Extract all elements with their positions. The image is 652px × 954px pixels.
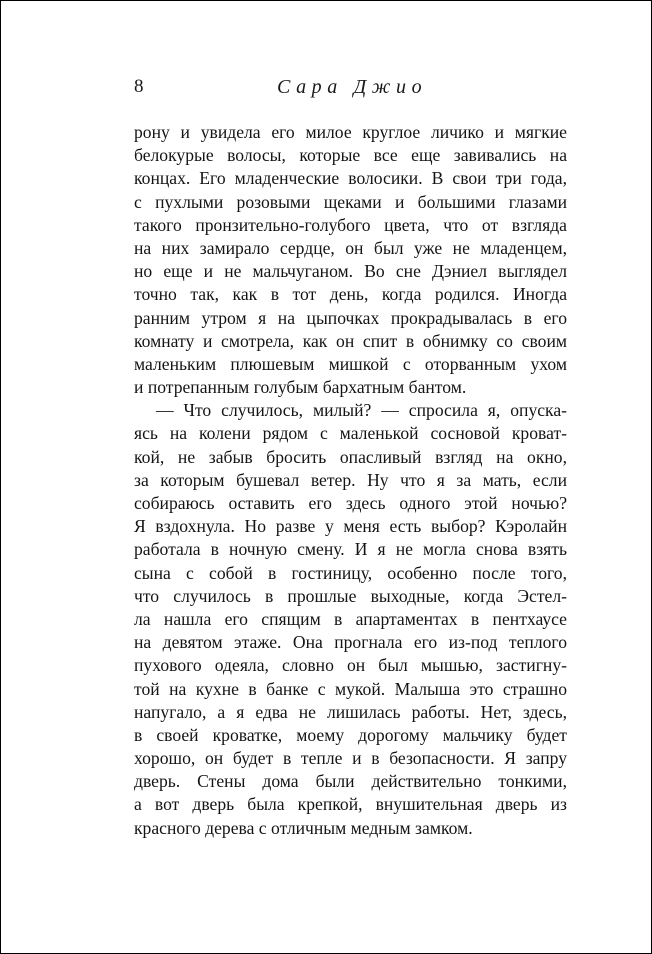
text-line: хорошо, он будет в тепле и в безопасности. Я запру xyxy=(134,748,567,769)
text-line: пухового одеяла, словно он был мышью, застигну- xyxy=(134,655,567,676)
text-line: кой, не забыв бросить опасливый взгляд на окно, xyxy=(134,446,567,467)
text-line: сына с собой в гостиницу, особенно после того, xyxy=(134,562,567,583)
text-line: за которым бушевал ветер. Ну что я за мать, если xyxy=(134,469,567,490)
text-line: той на кухне в банке с мукой. Малыша это страшно xyxy=(134,678,567,699)
text-line: красного дерева с отличным медным замком. xyxy=(134,817,473,838)
text-line: работала в ночную смену. И я не могла снова взять xyxy=(134,539,567,560)
text-line: что случилось в прошлые выходные, когда Эстел- xyxy=(134,585,567,606)
text-line: собираюсь оставить его здесь одного этой ночью? xyxy=(134,493,567,513)
text-line: с пухлыми розовыми щеками и большими глазами xyxy=(134,191,567,212)
text-line: Я вздохнула. Но разве у меня есть выбор? Кэролайн xyxy=(134,516,567,537)
text-line: на них замирало сердце, он был уже не младенцем, xyxy=(134,237,567,258)
text-line: а вот дверь была крепкой, внушительная дверь из xyxy=(134,794,567,815)
text-line: ла нашла его спящим в апартаментах в пентхаусе xyxy=(134,608,567,629)
text-line: — Что случилось, милый? — спросила я, опуска- xyxy=(156,400,567,421)
body-text xyxy=(134,121,567,840)
page-number: 8 xyxy=(134,76,144,97)
text-line: дверь. Стены дома были действительно тонкими, xyxy=(134,771,567,792)
text-line: в своей кроватке, моему дорогому мальчику будет xyxy=(134,724,567,745)
text-line: ясь на колени рядом с маленькой сосновой кроват- xyxy=(134,423,567,444)
text-line: точно так, как в тот день, когда родился. Иногда xyxy=(134,284,567,305)
text-line: концах. Его младенческие волосики. В свои три года, xyxy=(134,168,567,189)
text-line: такого пронзительно-голубого цвета, что от взгляда xyxy=(134,214,567,235)
text-line: и потрепанным голубым бархатным бантом. xyxy=(134,377,467,398)
running-head-author: Сара Джио xyxy=(277,76,428,98)
text-line: напугало, а я едва не лишилась работы. Нет, здесь, xyxy=(134,701,567,722)
text-line: ранним утром я на цыпочках прокрадывалась в его xyxy=(134,307,567,328)
text-line: комнату и смотрела, как он спит в обнимку со своим xyxy=(134,330,567,351)
text-line: на девятом этаже. Она прогнала его из-под теплого xyxy=(134,632,567,653)
text-line: белокурые волосы, которые все еще завивались на xyxy=(134,145,567,166)
text-line: рону и увидела его милое круглое личико и мягкие xyxy=(134,122,567,142)
text-line: но еще и не мальчуганом. Во сне Дэниел выглядел xyxy=(134,261,567,282)
text-line: маленьким плюшевым мишкой с оторванным ухом xyxy=(134,353,567,374)
